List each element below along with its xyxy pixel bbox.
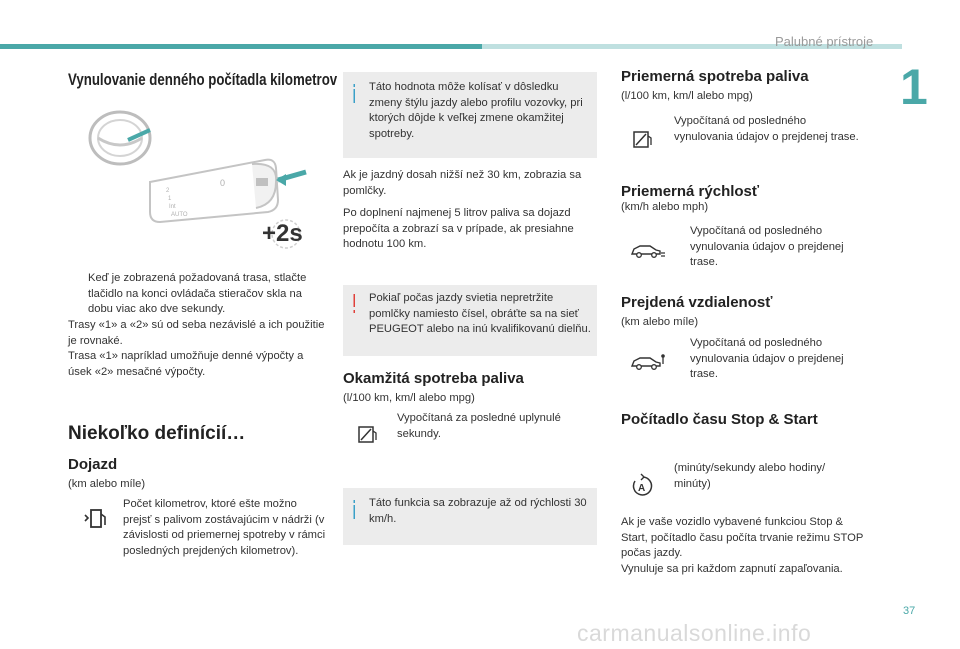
refuel-paragraph: Po doplnení najmenej 5 litrov paliva sa dojazd prepočíta a zobrazí sa v prípade, ak presiahne hodnotu 100 km.: [343, 207, 574, 250]
car-speed-icon: [630, 240, 666, 260]
section-title: Palubné prístroje: [775, 34, 874, 49]
svg-text:AUTO: AUTO: [171, 212, 188, 218]
heading-definitions: Niekoľko definícií…: [68, 423, 246, 444]
average-consumption-description: Vypočítaná od posledného vynulovania údajov o prejdenej trase.: [674, 115, 859, 143]
svg-text:2: 2: [166, 188, 170, 194]
stop-start-reset-paragraph: Vynuluje sa pri každom zapnutí zapaľovania.: [621, 563, 843, 575]
steering-wheel-icon: [90, 112, 150, 164]
dojazd-description: Počet kilometrov, ktoré ešte možno prejsť s palivom zostávajúcim v nádrži (v závislosti od priemernej spotreby v rámci posledných prejdených kilometrov).: [123, 498, 326, 557]
stop-start-icon: [630, 473, 656, 499]
svg-text:Int: Int: [169, 204, 176, 210]
info-box-speed: Táto funkcia sa zobrazuje až od rýchlosti 30 km/h.: [343, 488, 597, 545]
watermark: carmanualsonline.info: [577, 620, 812, 646]
chapter-number: 1: [900, 59, 928, 115]
info-icon: [352, 84, 355, 104]
heading-reset-trip: Vynulovanie denného počítadla kilometrov: [68, 70, 338, 89]
trip-paragraph-1: Trasy «1» a «2» sú od seba nezávislé a ich použitie je rovnaké.: [68, 319, 325, 347]
consumption-icon: [632, 128, 654, 150]
bullet-instruction: Keď je zobrazená požadovaná trasa, stlačte tlačidlo na konci ovládača stieračov skla na dobu viac ako dve sekundy.: [88, 272, 307, 315]
average-consumption-unit: (l/100 km, km/l alebo mpg): [621, 90, 753, 102]
info-box-consumption: Táto hodnota môže kolísať v dôsledku zmeny štýlu jazdy alebo profilu vozovky, pri ktorých dôjde k veľkej zmene okamžitej spotreby.: [343, 72, 597, 158]
trip-paragraph-2: Trasa «1» napríklad umožňuje denné výpočty a úsek «2» mesačné výpočty.: [68, 350, 304, 378]
average-speed-title: Priemerná rýchlosť: [621, 183, 760, 200]
distance-travelled-description: Vypočítaná od posledného vynulovania údajov o prejdenej trase.: [690, 337, 844, 380]
dojazd-title: Dojazd: [68, 456, 118, 473]
instant-consumption-title: Okamžitá spotreba paliva: [343, 370, 524, 387]
consumption-icon: [357, 423, 379, 445]
fuel-pump-icon: [84, 505, 110, 531]
dojazd-unit: (km alebo míle): [68, 478, 146, 490]
distance-travelled-unit: (km alebo míle): [621, 316, 699, 328]
svg-text:A: A: [638, 483, 646, 494]
stop-start-paragraph: Ak je vaše vozidlo vybavené funkciou Stop & Start, počítadlo času počíta trvanie režimu STOP počas jazdy.: [621, 516, 864, 559]
stop-start-unit: (minúty/sekundy alebo hodiny/ minúty): [674, 462, 826, 490]
average-speed-description: Vypočítaná od posledného vynulovania údajov o prejdenej trase.: [690, 225, 844, 268]
svg-text:1: 1: [168, 196, 172, 202]
info-icon: [352, 500, 355, 520]
instant-consumption-description: Vypočítaná za posledné uplynulé sekundy.: [397, 412, 561, 440]
instant-consumption-unit: (l/100 km, km/l alebo mpg): [343, 392, 475, 404]
average-consumption-title: Priemerná spotreba paliva: [621, 68, 809, 85]
svg-text:0: 0: [220, 178, 226, 188]
stop-start-title: Počítadlo času Stop & Start: [621, 411, 818, 428]
average-speed-unit: (km/h alebo mph): [621, 201, 709, 213]
range-paragraph: Ak je jazdný dosah nižší než 30 km, zobrazia sa pomlčky.: [343, 169, 582, 197]
car-distance-icon: [630, 352, 666, 372]
header-accent-bar: [0, 44, 482, 49]
warning-box-dashes: Pokiaľ počas jazdy svietia nepretržite pomlčky namiesto čísel, obráťte sa na sieť PEUGEOT alebo na inú kvalifikovanú dielňu.: [343, 285, 597, 356]
distance-travelled-title: Prejdená vzdialenosť: [621, 294, 773, 311]
warning-icon: [352, 294, 355, 314]
wiper-stalk-icon: [150, 160, 278, 222]
plus-2s-badge: +2s: [262, 220, 303, 247]
page-number: 37: [903, 605, 916, 617]
